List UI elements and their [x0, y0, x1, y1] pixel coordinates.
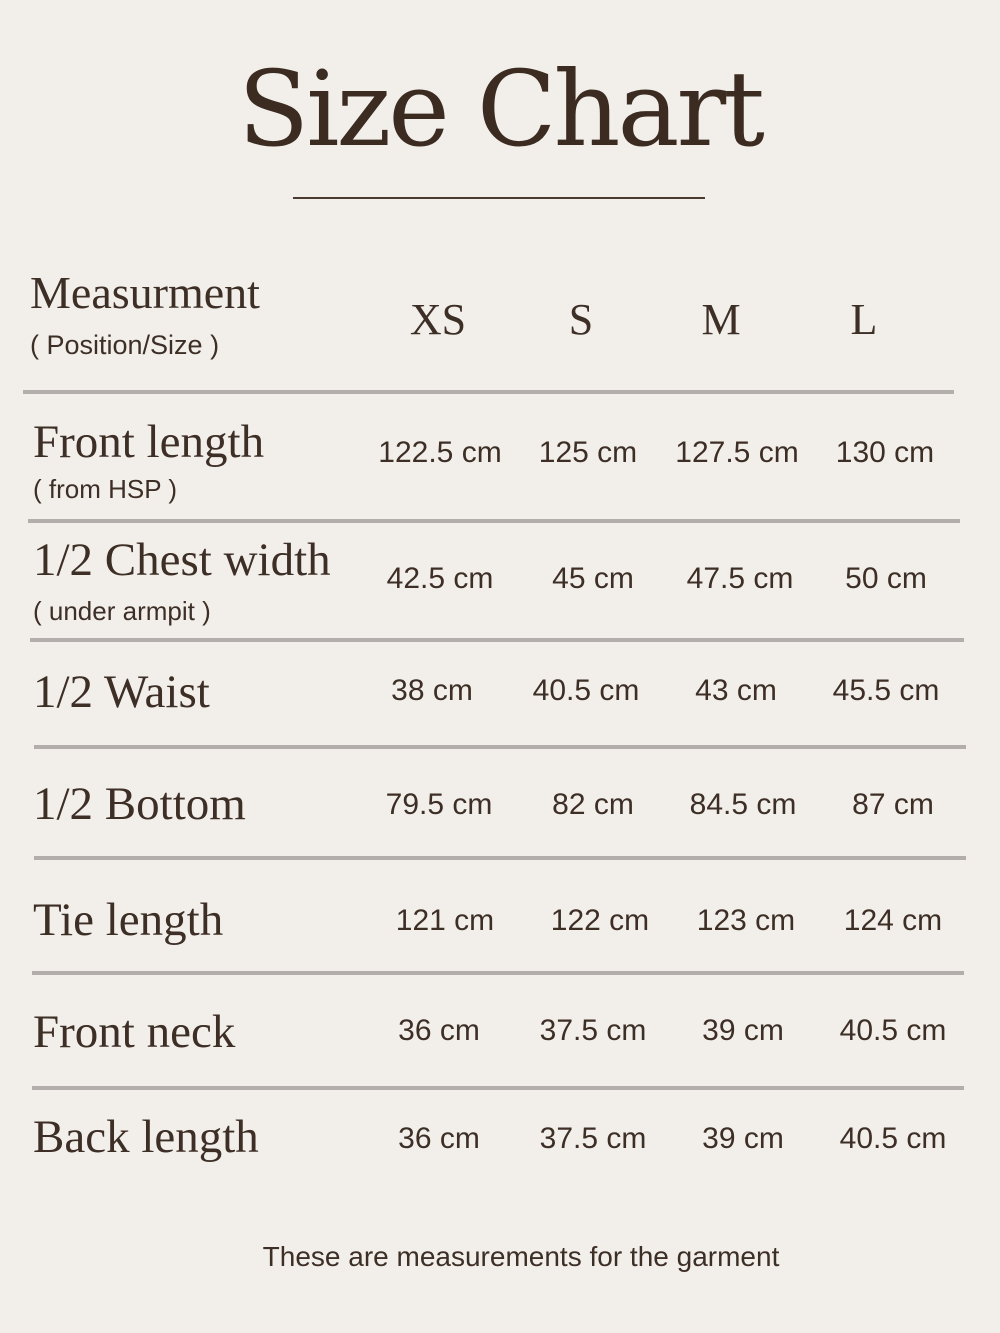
cell-front-neck-s: 37.5 cm [539, 1014, 647, 1047]
cell-front-length-xs: 122.5 cm [378, 436, 502, 469]
cell-waist-m: 43 cm [695, 674, 777, 707]
cell-bottom-l: 87 cm [852, 788, 934, 821]
cell-front-length-m: 127.5 cm [675, 436, 799, 469]
cell-front-neck-l: 40.5 cm [839, 1014, 947, 1047]
cell-chest-width-xs: 42.5 cm [386, 562, 494, 595]
row-label-waist: 1/2 Waist [33, 666, 210, 718]
row-divider [32, 971, 964, 975]
cell-waist-l: 45.5 cm [832, 674, 940, 707]
header-divider [23, 390, 954, 394]
row-divider [30, 638, 964, 642]
cell-back-length-l: 40.5 cm [839, 1122, 947, 1155]
size-header-l: L [850, 295, 878, 344]
page-title: Size Chart [238, 48, 762, 170]
cell-tie-length-xs: 121 cm [395, 904, 495, 937]
row-label-front-neck: Front neck [33, 1006, 236, 1058]
row-sublabel-chest-width: ( under armpit ) [33, 596, 211, 626]
footnote: These are measurements for the garment [262, 1241, 780, 1272]
row-sublabel-front-length: ( from HSP ) [33, 474, 177, 504]
cell-front-length-l: 130 cm [835, 436, 935, 469]
cell-back-length-xs: 36 cm [398, 1122, 480, 1155]
size-header-m: M [701, 295, 741, 344]
row-label-bottom: 1/2 Bottom [33, 778, 246, 830]
row-label-tie-length: Tie length [33, 894, 224, 946]
cell-back-length-m: 39 cm [702, 1122, 784, 1155]
cell-front-neck-m: 39 cm [702, 1014, 784, 1047]
size-header-xs: XS [409, 295, 467, 344]
cell-tie-length-m: 123 cm [696, 904, 796, 937]
header-measurement-label: Measurment [30, 267, 260, 318]
cell-tie-length-l: 124 cm [843, 904, 943, 937]
cell-chest-width-l: 50 cm [845, 562, 927, 595]
cell-chest-width-s: 45 cm [552, 562, 634, 595]
cell-front-length-s: 125 cm [538, 436, 638, 469]
cell-waist-xs: 38 cm [391, 674, 473, 707]
cell-back-length-s: 37.5 cm [539, 1122, 647, 1155]
title-divider [293, 197, 705, 199]
cell-bottom-s: 82 cm [552, 788, 634, 821]
cell-bottom-xs: 79.5 cm [385, 788, 493, 821]
row-divider [28, 519, 960, 523]
cell-front-neck-xs: 36 cm [398, 1014, 480, 1047]
row-divider [34, 856, 966, 860]
cell-chest-width-m: 47.5 cm [686, 562, 794, 595]
row-label-front-length: Front length [33, 416, 265, 468]
row-label-back-length: Back length [33, 1111, 259, 1163]
cell-tie-length-s: 122 cm [550, 904, 650, 937]
size-header-s: S [568, 295, 594, 344]
row-divider [32, 1086, 964, 1090]
row-divider [34, 745, 966, 749]
cell-waist-s: 40.5 cm [532, 674, 640, 707]
header-position-size-label: ( Position/Size ) [30, 330, 220, 360]
cell-bottom-m: 84.5 cm [689, 788, 797, 821]
row-label-chest-width: 1/2 Chest width [33, 534, 331, 586]
